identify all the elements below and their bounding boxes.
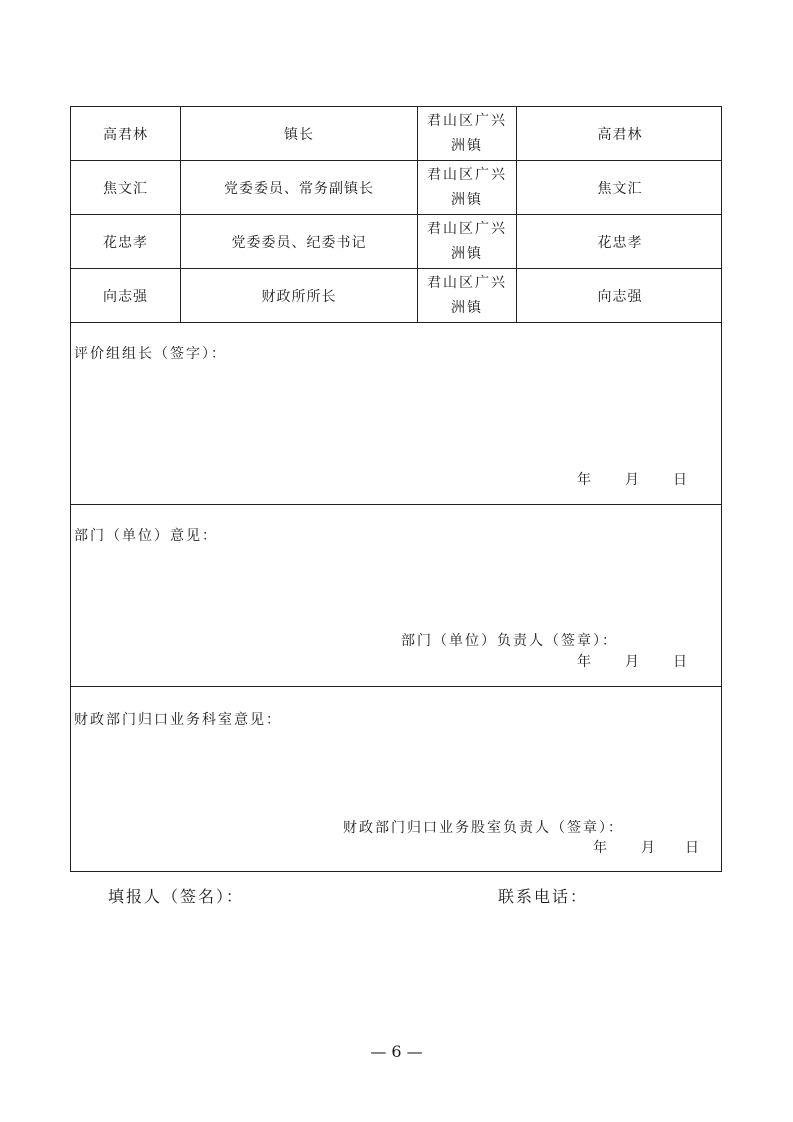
date-day: 日 [673,654,687,670]
member-name: 花忠孝 [71,215,181,268]
member-name: 高君林 [71,107,181,160]
member-position: 镇长 [181,107,418,160]
table-row [71,161,721,215]
member-position: 党委委员、常务副镇长 [181,161,418,214]
member-name: 焦文汇 [71,161,181,214]
date-day: 日 [685,840,699,856]
member-name: 向志强 [71,269,181,322]
member-signature: 花忠孝 [597,234,643,251]
date-year: 年 [593,840,607,856]
page-number: — 6 — [370,1042,423,1061]
phone-label: 联系电话： [498,887,589,906]
member-position: 党委委员、纪委书记 [181,215,418,268]
member-unit: 君山区广兴洲镇 [418,107,517,160]
date-month: 月 [641,840,655,856]
date-day: 日 [673,472,687,488]
table-row [71,107,721,161]
member-signature: 高君林 [597,126,643,143]
member-unit: 君山区广兴洲镇 [418,161,517,214]
date-month: 月 [625,654,639,670]
department-opinion-section [71,505,721,687]
leader-signature-section [71,323,721,505]
member-signature: 向志强 [597,288,643,305]
member-unit: 君山区广兴洲镇 [418,215,517,268]
filler-signature-label: 填报人（签名）： [108,887,245,906]
evaluation-form-table [70,106,722,872]
member-unit: 君山区广兴洲镇 [418,269,517,322]
department-section-title: 部门（单位）意见： [74,528,218,544]
member-position: 财政所所长 [181,269,418,322]
finance-section-title: 财政部门归口业务科室意见： [74,712,282,728]
date-month: 月 [625,472,639,488]
table-row [71,269,721,323]
department-sign-label: 部门（单位）负责人（签章）： [401,633,618,649]
table-row [71,215,721,269]
date-year: 年 [577,472,591,488]
finance-sign-label: 财政部门归口业务股室负责人（签章）： [343,820,624,836]
member-signature: 焦文汇 [597,180,643,197]
date-year: 年 [577,654,591,670]
leader-section-title: 评价组组长（签字）： [74,346,227,362]
finance-opinion-section [71,687,721,871]
